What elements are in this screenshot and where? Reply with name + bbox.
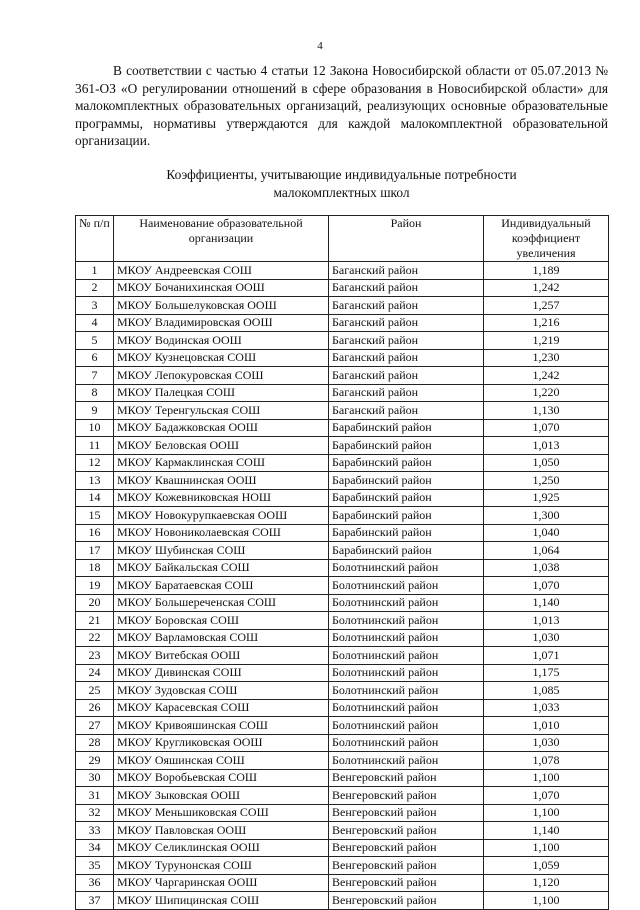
page-number: 4 [317, 40, 323, 52]
table-row [76, 752, 609, 770]
table-row [76, 314, 609, 332]
row-coefficient: 1,242 [484, 367, 609, 385]
row-organization: МКОУ Зудовская СОШ [114, 682, 329, 700]
row-district: Венгеровский район [329, 787, 484, 805]
row-organization: МКОУ Карасевская СОШ [114, 699, 329, 717]
row-district: Венгеровский район [329, 769, 484, 787]
header-number: № п/п [76, 216, 114, 262]
row-organization: МКОУ Квашнинская ООШ [114, 472, 329, 490]
row-organization: МКОУ Кармаклинская СОШ [114, 454, 329, 472]
row-coefficient: 1,100 [484, 892, 609, 910]
row-coefficient: 1,220 [484, 384, 609, 402]
row-district: Венгеровский район [329, 874, 484, 892]
row-number: 9 [76, 402, 114, 420]
row-coefficient: 1,064 [484, 542, 609, 560]
table-title-line-2: малокомплектных школ [273, 184, 410, 200]
row-district: Баганский район [329, 349, 484, 367]
row-coefficient: 1,250 [484, 472, 609, 490]
row-district: Венгеровский район [329, 804, 484, 822]
table-row [76, 542, 609, 560]
table-row [76, 472, 609, 490]
table-row [76, 804, 609, 822]
row-coefficient: 1,033 [484, 699, 609, 717]
row-district: Болотнинский район [329, 752, 484, 770]
table-header-row [76, 216, 609, 262]
row-coefficient: 1,175 [484, 664, 609, 682]
row-district: Барабинский район [329, 489, 484, 507]
row-organization: МКОУ Селиклинская ООШ [114, 839, 329, 857]
row-organization: МКОУ Баратаевская СОШ [114, 577, 329, 595]
row-district: Болотнинский район [329, 594, 484, 612]
row-number: 21 [76, 612, 114, 630]
row-organization: МКОУ Турунонская СОШ [114, 857, 329, 875]
row-number: 1 [76, 262, 114, 280]
row-organization: МКОУ Боровская СОШ [114, 612, 329, 630]
table-title-line-1: Коэффициенты, учитывающие индивидуальные потребности [166, 167, 517, 182]
table-row [76, 577, 609, 595]
row-organization: МКОУ Лепокуровская СОШ [114, 367, 329, 385]
row-organization: МКОУ Беловская ООШ [114, 437, 329, 455]
table-row [76, 787, 609, 805]
row-organization: МКОУ Новокурупкаевская ООШ [114, 507, 329, 525]
row-district: Болотнинский район [329, 682, 484, 700]
row-organization: МКОУ Палецкая СОШ [114, 384, 329, 402]
row-number: 19 [76, 577, 114, 595]
row-number: 7 [76, 367, 114, 385]
row-district: Барабинский район [329, 524, 484, 542]
row-coefficient: 1,100 [484, 839, 609, 857]
coefficients-table [75, 215, 609, 910]
row-number: 33 [76, 822, 114, 840]
row-district: Болотнинский район [329, 699, 484, 717]
table-row [76, 664, 609, 682]
table-row [76, 489, 609, 507]
row-district: Баганский район [329, 262, 484, 280]
row-district: Баганский район [329, 332, 484, 350]
row-number: 29 [76, 752, 114, 770]
table-row [76, 839, 609, 857]
row-district: Баганский район [329, 279, 484, 297]
row-organization: МКОУ Ояшинская СОШ [114, 752, 329, 770]
header-coefficient: Индивидуальный коэффициент увеличения [484, 216, 609, 262]
row-organization: МКОУ Теренгульская СОШ [114, 402, 329, 420]
row-coefficient: 1,070 [484, 787, 609, 805]
row-number: 5 [76, 332, 114, 350]
row-district: Барабинский район [329, 472, 484, 490]
row-number: 2 [76, 279, 114, 297]
row-number: 22 [76, 629, 114, 647]
row-number: 27 [76, 717, 114, 735]
row-organization: МКОУ Чаргаринская ООШ [114, 874, 329, 892]
row-number: 35 [76, 857, 114, 875]
table-row [76, 297, 609, 315]
row-district: Баганский район [329, 384, 484, 402]
row-organization: МКОУ Дивинская СОШ [114, 664, 329, 682]
row-coefficient: 1,071 [484, 647, 609, 665]
table-row [76, 647, 609, 665]
row-coefficient: 1,100 [484, 769, 609, 787]
table-row [76, 419, 609, 437]
row-number: 13 [76, 472, 114, 490]
row-number: 11 [76, 437, 114, 455]
row-organization: МКОУ Кривояшинская СОШ [114, 717, 329, 735]
row-district: Барабинский район [329, 419, 484, 437]
row-organization: МКОУ Кругликовская ООШ [114, 734, 329, 752]
row-number: 10 [76, 419, 114, 437]
row-organization: МКОУ Варламовская СОШ [114, 629, 329, 647]
row-number: 14 [76, 489, 114, 507]
row-number: 3 [76, 297, 114, 315]
row-district: Венгеровский район [329, 839, 484, 857]
intro-paragraph: В соответствии с частью 4 статьи 12 Закона Новосибирской области от 05.07.2013 № 361-ОЗ «О регулировании отношений в сфере образования в Новосибирской области» для малокомплектных образовательных организаций, реализующих основные образовательные программы, нормативы утверждаются для каждой малокомплектной образовательной организации. [75, 63, 608, 148]
row-number: 16 [76, 524, 114, 542]
table-row [76, 454, 609, 472]
row-district: Барабинский район [329, 507, 484, 525]
row-organization: МКОУ Байкальская СОШ [114, 559, 329, 577]
row-coefficient: 1,030 [484, 629, 609, 647]
table-row [76, 734, 609, 752]
table-row [76, 874, 609, 892]
row-organization: МКОУ Зыковская ООШ [114, 787, 329, 805]
row-organization: МКОУ Владимировская ООШ [114, 314, 329, 332]
row-district: Болотнинский район [329, 734, 484, 752]
row-organization: МКОУ Бочанихинская ООШ [114, 279, 329, 297]
table-row [76, 279, 609, 297]
row-coefficient: 1,242 [484, 279, 609, 297]
table-row [76, 822, 609, 840]
row-district: Баганский район [329, 402, 484, 420]
row-coefficient: 1,070 [484, 419, 609, 437]
table-body [76, 262, 609, 910]
table-row [76, 262, 609, 280]
row-district: Барабинский район [329, 454, 484, 472]
row-district: Болотнинский район [329, 612, 484, 630]
row-coefficient: 1,120 [484, 874, 609, 892]
table-row [76, 367, 609, 385]
row-number: 32 [76, 804, 114, 822]
row-organization: МКОУ Витебская ООШ [114, 647, 329, 665]
row-number: 18 [76, 559, 114, 577]
table-row [76, 612, 609, 630]
row-district: Болотнинский район [329, 559, 484, 577]
table-row [76, 349, 609, 367]
table-row [76, 892, 609, 910]
row-coefficient: 1,300 [484, 507, 609, 525]
row-coefficient: 1,078 [484, 752, 609, 770]
row-district: Венгеровский район [329, 892, 484, 910]
row-organization: МКОУ Шубинская СОШ [114, 542, 329, 560]
row-coefficient: 1,085 [484, 682, 609, 700]
table-row [76, 332, 609, 350]
row-coefficient: 1,040 [484, 524, 609, 542]
row-organization: МКОУ Бадажковская ООШ [114, 419, 329, 437]
row-district: Баганский район [329, 297, 484, 315]
table-row [76, 682, 609, 700]
row-district: Барабинский район [329, 437, 484, 455]
row-coefficient: 1,925 [484, 489, 609, 507]
row-district: Баганский район [329, 367, 484, 385]
row-number: 34 [76, 839, 114, 857]
row-organization: МКОУ Меньшиковская СОШ [114, 804, 329, 822]
row-number: 17 [76, 542, 114, 560]
table-row [76, 402, 609, 420]
row-organization: МКОУ Новониколаевская СОШ [114, 524, 329, 542]
row-coefficient: 1,030 [484, 734, 609, 752]
row-number: 36 [76, 874, 114, 892]
row-coefficient: 1,070 [484, 577, 609, 595]
table-row [76, 699, 609, 717]
row-number: 8 [76, 384, 114, 402]
row-number: 23 [76, 647, 114, 665]
row-district: Венгеровский район [329, 822, 484, 840]
row-number: 26 [76, 699, 114, 717]
row-district: Болотнинский район [329, 647, 484, 665]
table-row [76, 629, 609, 647]
row-organization: МКОУ Кожевниковская НОШ [114, 489, 329, 507]
row-coefficient: 1,140 [484, 822, 609, 840]
row-coefficient: 1,230 [484, 349, 609, 367]
table-row [76, 769, 609, 787]
row-coefficient: 1,219 [484, 332, 609, 350]
row-coefficient: 1,140 [484, 594, 609, 612]
row-district: Болотнинский район [329, 717, 484, 735]
row-organization: МКОУ Воробьевская СОШ [114, 769, 329, 787]
row-number: 31 [76, 787, 114, 805]
row-number: 37 [76, 892, 114, 910]
table-row [76, 559, 609, 577]
row-district: Венгеровский район [329, 857, 484, 875]
row-district: Баганский район [329, 314, 484, 332]
row-number: 28 [76, 734, 114, 752]
row-organization: МКОУ Павловская ООШ [114, 822, 329, 840]
table-row [76, 507, 609, 525]
row-organization: МКОУ Водинская ООШ [114, 332, 329, 350]
row-number: 20 [76, 594, 114, 612]
row-organization: МКОУ Кузнецовская СОШ [114, 349, 329, 367]
header-organization: Наименование образовательной организации [114, 216, 329, 262]
row-coefficient: 1,013 [484, 437, 609, 455]
row-number: 6 [76, 349, 114, 367]
row-number: 15 [76, 507, 114, 525]
row-coefficient: 1,257 [484, 297, 609, 315]
row-coefficient: 1,038 [484, 559, 609, 577]
row-number: 24 [76, 664, 114, 682]
row-organization: МКОУ Андреевская СОШ [114, 262, 329, 280]
row-coefficient: 1,013 [484, 612, 609, 630]
table-row [76, 594, 609, 612]
row-organization: МКОУ Большелуковская ООШ [114, 297, 329, 315]
row-coefficient: 1,010 [484, 717, 609, 735]
table-row [76, 857, 609, 875]
table-row [76, 524, 609, 542]
row-coefficient: 1,216 [484, 314, 609, 332]
row-number: 4 [76, 314, 114, 332]
row-district: Болотнинский район [329, 629, 484, 647]
row-district: Болотнинский район [329, 664, 484, 682]
table-row [76, 384, 609, 402]
row-coefficient: 1,100 [484, 804, 609, 822]
row-coefficient: 1,050 [484, 454, 609, 472]
row-coefficient: 1,189 [484, 262, 609, 280]
row-coefficient: 1,130 [484, 402, 609, 420]
row-coefficient: 1,059 [484, 857, 609, 875]
row-number: 25 [76, 682, 114, 700]
row-organization: МКОУ Большереченская СОШ [114, 594, 329, 612]
table-row [76, 717, 609, 735]
row-number: 30 [76, 769, 114, 787]
table-row [76, 437, 609, 455]
row-district: Барабинский район [329, 542, 484, 560]
header-district: Район [329, 216, 484, 262]
row-number: 12 [76, 454, 114, 472]
row-district: Болотнинский район [329, 577, 484, 595]
row-organization: МКОУ Шипицинская СОШ [114, 892, 329, 910]
table-title [75, 166, 608, 201]
